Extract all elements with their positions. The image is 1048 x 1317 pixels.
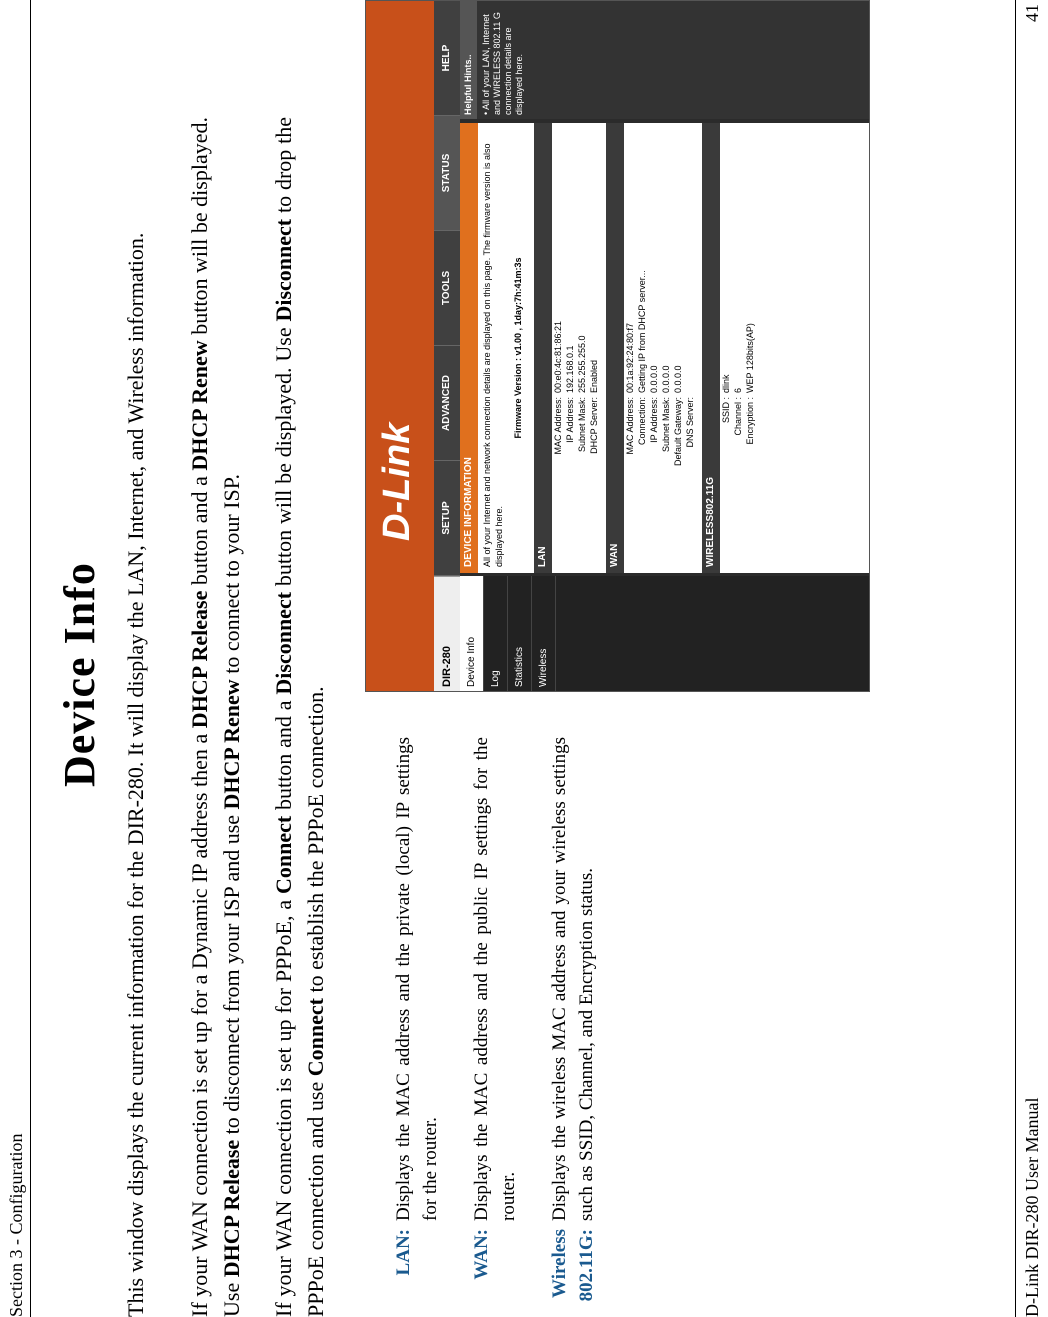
wan-row [672,123,684,573]
description: Displays the MAC address and the private (local) IP settings for the router. [393,737,441,1221]
sidebar-item-device-info[interactable]: Device Info [460,576,484,691]
tab-strip [434,1,460,576]
label: Subnet Mask: [577,397,587,453]
label: Encryption : [745,397,755,445]
footer-title: D-Link DIR-280 User Manual [1022,1097,1042,1317]
label: MAC Address: [553,397,563,455]
brand-bar [366,1,434,691]
label: Connection: [637,397,647,446]
firmware-version: Firmware Version : v1.00 , 1day:7h:41m:3s [513,257,523,439]
wireless-row [720,123,732,573]
value: 255.255.255.0 [577,335,587,393]
footer-rule [1015,0,1016,1317]
section-header: Section 3 - Configuration [6,1133,26,1317]
value: 00:1a:92:24:80:f7 [625,322,635,393]
definition-wan [468,737,522,1317]
tab-help[interactable]: HELP [434,1,460,116]
page-title: Device Info [55,562,104,787]
description: Displays the MAC address and the public IP settings for the router. [471,737,519,1221]
wan-row [624,123,636,573]
label: IP Address: [649,397,659,443]
wireless-row [732,123,744,573]
main-content [460,123,869,573]
label: DHCP Server: [589,397,599,454]
description: Displays the wireless MAC address and your wireless settings such as SSID, Channel, and Encryption status. [549,737,597,1221]
device-info-heading: DEVICE INFORMATION [460,123,478,573]
wan-row [660,123,672,573]
value: Enabled [589,359,599,393]
label: SSID : [721,397,731,424]
wan-row [648,123,660,573]
lan-heading: LAN [534,123,552,573]
label: Default Gateway: [673,397,683,467]
value: 0.0.0.0 [649,365,659,393]
lan-row [576,123,588,573]
value: 6 [733,387,743,393]
sidebar-item-log[interactable]: Log [484,576,508,691]
label: DNS Server: [685,397,695,448]
lan-row [552,123,564,573]
wireless-row [744,123,756,573]
device-info-intro: All of your Internet and network connection details are displayed on this page. The firmware version is also displayed here. [482,143,504,567]
value: 0.0.0.0 [673,365,683,393]
value: dlink [721,374,731,393]
wan-row [684,123,696,573]
sidebar-item-wireless[interactable]: Wireless [532,576,556,691]
wireless-heading: WIRELESS802.11G [702,123,720,573]
value: 192.168.0.1 [565,345,575,393]
help-heading: Helpful Hints.. [460,1,477,119]
tab-advanced[interactable]: ADVANCED [434,346,460,461]
page-number: 41 [1022,4,1042,22]
wan-heading: WAN [606,123,624,573]
router-screenshot [365,0,870,692]
sidebar-item-statistics[interactable]: Statistics [508,576,532,691]
tab-tools[interactable]: TOOLS [434,231,460,346]
sidebar [460,576,869,691]
label: Channel : [733,397,743,436]
value: 00:e0:4c:81:86:21 [553,320,563,393]
header-rule [30,0,31,1317]
term: Wireless 802.11G: [549,1229,597,1302]
lan-row [588,123,600,573]
help-text: • All of your LAN, Internet and WIRELESS 802.11 G connection details are displayed here. [481,12,524,115]
model-label: DIR-280 [434,576,460,691]
term: LAN: [393,1229,414,1276]
tab-status[interactable]: STATUS [434,116,460,231]
dlink-logo: D-Link [376,422,418,541]
tab-setup[interactable]: SETUP [434,461,460,576]
value: WEP 128bits(AP) [745,323,755,393]
dhcp-paragraph: If your WAN connection is set up for a Dynamic IP address then a DHCP Release button and a DHCP Renew button will be displayed. Use DHCP Release to disconnect from your ISP and use DHCP Renew to connect to your ISP. [187,117,244,1317]
term: WAN: [471,1229,492,1280]
definition-list [390,737,624,1317]
wan-row [636,123,648,573]
value: Getting IP from DHCP server... [637,270,647,393]
label: Subnet Mask: [661,397,671,453]
definition-wireless [546,737,600,1317]
label: MAC Address: [625,397,635,455]
lan-row [564,123,576,573]
value: 0.0.0.0 [661,365,671,393]
intro-paragraph: This window displays the current information for the DIR-280. It will display the LAN, Internet, and Wireless information. [123,232,148,1317]
help-panel [460,1,869,119]
definition-lan [390,737,444,1317]
label: IP Address: [565,397,575,443]
pppoe-paragraph: If your WAN connection is set up for PPPoE, a Connect button and a Disconnect button will be displayed. Use Disconnect to drop the PPPoE connection and use Connect to establish the PPPoE connection. [271,116,328,1317]
nav-bar [434,1,460,691]
